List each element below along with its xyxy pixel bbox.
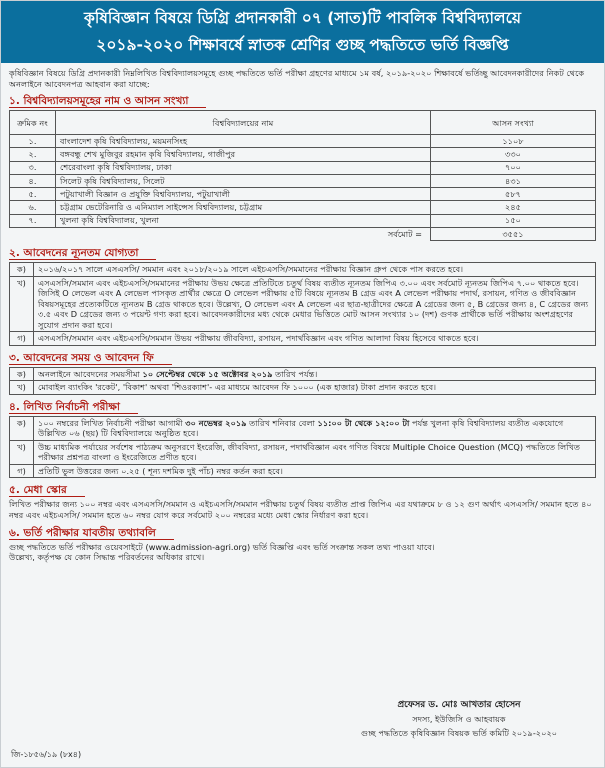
total-label: সর্বমোট = [387, 228, 422, 239]
row-serial: ৬. [10, 201, 56, 214]
item-key: খ) [10, 440, 34, 464]
item-text: এসএসসি/সমমান এবং এইচএসসি/সমমান উভয় পরীক্ষায় জীববিদ্যা, রসায়ন, পদার্থবিজ্ঞান এবং গণিত আলাদা বিষয় হিসেবে থাকতে হবে। [34, 332, 596, 346]
signature-block [344, 698, 574, 740]
section4-heading: ৪. লিখিত নির্বাচনী পরীক্ষা [9, 401, 138, 414]
col-header-serial: ক্রমিক নং [10, 111, 56, 135]
row-seat-count: ২৪৫ [431, 201, 596, 214]
exam-date: ৩০ নভেম্বর ২০১৯ [185, 417, 247, 428]
merit-score-text: লিখিত পরীক্ষার জন্য ১০০ নম্বর এবং এসএসসি/সমমান ও এইচএসসি/সমমান পরীক্ষায় চতুর্থ বিষয় ব্যতীত প্রাপ্ত জিপিএ এর যথাক্রমে ৮ ও ১২ গুণ অর্থাৎ এসএসসি/ সমমান হতে ৪০ নম্বর এবং এইচএসসি/ সমমান হতে ৬০ নম্বর যোগ করে সর্বমোট ২০০ নম্বরের মধ্যে মেধা স্কোর নির্ধারণ করা হবে। [9, 499, 592, 520]
exam-time: ১১:০০ টা থেকে ১২:০০ টা [317, 417, 410, 428]
item-key: ক) [10, 263, 34, 277]
item-text: এসএসসি/সমমান এবং এইচএসসি/সমমানের পরীক্ষায় উভয় ক্ষেত্রে প্রতিটিতে চতুর্থ বিষয় ব্যতীত ন্যূনতম জিপিএ ৩.০০ এবং সর্বমোট ন্যূনতম জিপিএ ৭.০০ থাকতে হবে। জিসিই O লেভেল এবং A লেভেল পাসকৃত প্রার্থীর ক্ষেত্রে O লেভেল পরীক্ষায় ৫টি বিষয়ে ন্যূনতম B গ্রেড এবং A লেভেল পরীক্ষায় পদার্থ, রসায়ন, গণিত ও জীববিজ্ঞান বিষয়সমূহের প্রত্যেকটিতে ন্যূনতম B গ্রেড থাকতে হবে। উল্লেখ্য, O লেভেল এবং A লেভেল এর ছাত্র-ছাত্রীদের ক্ষেত্রে A গ্রেডের জন্য ৫, B গ্রেডের জন্য ৪, C গ্রেডের জন্য ৩.৫ এবং D গ্রেডের জন্য ৩ পয়েন্ট গণ্য করা হবে। আবেদনকারীদের মধ্য থেকে মেধার ভিত্তিতে মোট আসন সংখ্যার ১০ (দশ) গুণক প্রার্থীকে ভর্তি পরীক্ষায় অংশগ্রহণের সুযোগ প্রদান করা হবে। [34, 276, 596, 332]
eligibility-table [9, 262, 596, 346]
col-header-university: বিশ্ববিদ্যালয়ের নাম [56, 111, 431, 135]
item-text [34, 416, 596, 440]
list-item [10, 440, 596, 464]
row-seat-count: ৪৩১ [431, 174, 596, 187]
item-text: ২০১৬/২০১৭ সালে এসএসসি/ সমমান এবং ২০১৮/২০১৯ সালে এইচএসসি/সমমানের পরীক্ষায় বিজ্ঞান গ্রুপ থেকে পাস করতে হবে। [34, 263, 596, 277]
deadline-dates: ১০ সেপ্টেম্বর থেকে ১৫ অক্টোবর ২০১৯ [142, 368, 273, 379]
row-seat-count: ৭০০ [431, 161, 596, 174]
banner-title-line1: কৃষিবিজ্ঞান বিষয়ে ডিগ্রি প্রদানকারী ০৭ (সাত)টি পাবলিক বিশ্ববিদ্যালয়ে [84, 9, 521, 27]
row-seat-count: ৫৮৭ [431, 188, 596, 201]
item-text [34, 367, 596, 381]
row-serial: ৩. [10, 161, 56, 174]
item-text: উচ্চ মাধ্যমিক পর্যায়ের সর্বশেষ পাঠ্যক্রম অনুসরণে ইংরেজি, জীববিদ্যা, রসায়ন, পদার্থবিজ্ঞান এবং গণিত বিষয়ে Multiple Choice Question (MCQ) পদ্ধতিতে লিখিত পরীক্ষার প্রশ্নপত্র বাংলা ও ইংরেজিতে প্রণীত হবে। [34, 440, 596, 464]
section3-heading: ৩. আবেদনের সময় ও আবেদন ফি [9, 352, 172, 365]
item-text: মোবাইল ব্যাংকিং 'রকেট', 'বিকাশ' অথবা 'শিওরক্যাশ'- এর মাধ্যমে আবেদন ফি ১০০০ (এক হাজার) টাকা প্রদান করতে হবে। [34, 381, 596, 395]
committee-name: গুচ্ছ পদ্ধতিতে কৃষিবিজ্ঞান বিষয়ক ভর্তি কমিটি ২০১৯-২০২০ [360, 728, 558, 738]
application-time-table [9, 367, 596, 395]
exam-post-text: পর্যন্ত খুলনা কৃষি বিশ্ববিদ্যালয় ব্যতীত একযোগে উল্লিখিত ০৬ (ছয়) টি বিশ্ববিদ্যালয়ে অনুষ্ঠিত হবে। [38, 417, 564, 439]
authority-note-text: উল্লেখ্য, কর্তৃপক্ষ যে কোন সিদ্ধান্ত পরিবর্তনের অধিকার রাখে। [9, 552, 205, 563]
section2-heading: ২. আবেদনের ন্যূনতম যোগ্যতা [9, 247, 156, 260]
list-item [10, 464, 596, 478]
deadline-post-text: তারিখ পর্যন্ত। [272, 368, 318, 379]
banner-title-line2: ২০১৯-২০২০ শিক্ষাবর্ষে স্নাতক শ্রেণির গুচ্ছ পদ্ধতিতে ভর্তি বিজ্ঞপ্তি [96, 36, 509, 54]
row-university-name: পটুয়াখালী বিজ্ঞান ও প্রযুক্তি বিশ্ববিদ্যালয়, পটুয়াখালী [56, 188, 431, 201]
row-serial: ১. [10, 135, 56, 148]
item-key: ক) [10, 367, 34, 381]
item-text: প্রতিটি ভুল উত্তরের জন্য ০.২৫ ( শূন্য দশমিক দুই পাঁচ) নম্বর কর্তন করা হবে। [34, 464, 596, 478]
table-row [10, 188, 596, 201]
exam-mid-text: তারিখ শনিবার বেলা [246, 417, 318, 428]
row-university-name: বাংলাদেশ কৃষি বিশ্ববিদ্যালয়, ময়মনসিংহ [56, 135, 431, 148]
signatory-name: প্রফেসর ড. মোঃ আখতার হোসেন [397, 700, 521, 710]
item-key: গ) [10, 464, 34, 478]
row-university-name: চট্টগ্রাম ভেটেরিনারি ও এনিম্যাল সাইন্সেস বিশ্ববিদ্যালয়, চট্টগ্রাম [56, 201, 431, 214]
col-header-seats: আসন সংখ্যা [431, 111, 596, 135]
row-seat-count: ১৫০ [431, 214, 596, 227]
signatory-role: সদস্য, ইউজিসি ও আহবায়ক [412, 714, 506, 724]
row-serial: ৫. [10, 188, 56, 201]
list-item [10, 276, 596, 332]
row-seat-count: ১১০৮ [431, 135, 596, 148]
list-item [10, 381, 596, 395]
item-key: গ) [10, 332, 34, 346]
table-row [10, 201, 596, 214]
university-seats-table [9, 110, 596, 241]
written-exam-table [9, 416, 596, 479]
notice-banner [1, 1, 604, 63]
website-info-text: গুচ্ছ পদ্ধতিতে ভর্তি পরীক্ষার ওয়েবসাইটে (www.admission-agri.org) ভর্তি বিজ্ঞপ্তি এবং ভর্তি সংক্রান্ত সকল তথ্য পাওয়া যাবে। [9, 541, 435, 552]
section1-heading: ১. বিশ্ববিদ্যালয়সমূহের নাম ও আসন সংখ্যা [9, 95, 206, 108]
reference-number: জি-১৮৫৬/১৯ (৮x৪) [11, 750, 82, 759]
section6-heading: ৬. ভর্তি পরীক্ষার যাবতীয় তথ্যাবলি [9, 527, 174, 540]
section5-heading: ৫. মেধা স্কোর [9, 484, 85, 497]
item-key: ক) [10, 416, 34, 440]
intro-paragraph: কৃষিবিজ্ঞান বিষয়ে ডিগ্রি প্রদানকারী নিম্নলিখিত বিশ্ববিদ্যালয়সমূহে গুচ্ছ পদ্ধতিতে ভর্তি পরীক্ষা গ্রহণের মাধ্যমে ১ম বর্ষ, ২০১৯-২০২০ শিক্ষাবর্ষে ভর্তিচ্ছু আবেদনকারীদের নিকট থেকে অনলাইনে আবেদনপত্র আহবান করা যাচ্ছে: [9, 68, 585, 89]
row-university-name: বঙ্গবন্ধু শেখ মুজিবুর রহমান কৃষি বিশ্ববিদ্যালয়, গাজীপুর [56, 148, 431, 161]
row-university-name: খুলনা কৃষি বিশ্ববিদ্যালয়, খুলনা [56, 214, 431, 227]
list-item [10, 367, 596, 381]
item-key: খ) [10, 276, 34, 332]
deadline-pre-text: অনলাইনে আবেদনের সময়সীমা [38, 368, 143, 379]
list-item [10, 416, 596, 440]
table-row [10, 214, 596, 227]
total-row [10, 228, 596, 241]
total-value: ৩৫৫১ [431, 228, 596, 241]
row-university-name: শেরেবাংলা কৃষি বিশ্ববিদ্যালয়, ঢাকা [56, 161, 431, 174]
list-item [10, 263, 596, 277]
row-serial: ৭. [10, 214, 56, 227]
row-university-name: সিলেট কৃষি বিশ্ববিদ্যালয়, সিলেট [56, 174, 431, 187]
table-row [10, 135, 596, 148]
row-seat-count: ৩৩০ [431, 148, 596, 161]
table-row [10, 174, 596, 187]
list-item [10, 332, 596, 346]
row-serial: ৪. [10, 174, 56, 187]
table-row [10, 148, 596, 161]
table-row [10, 161, 596, 174]
exam-pre-text: ১০০ নম্বরের লিখিত নির্বাচনী পরীক্ষা আগামী [38, 417, 186, 428]
item-key: খ) [10, 381, 34, 395]
row-serial: ২. [10, 148, 56, 161]
